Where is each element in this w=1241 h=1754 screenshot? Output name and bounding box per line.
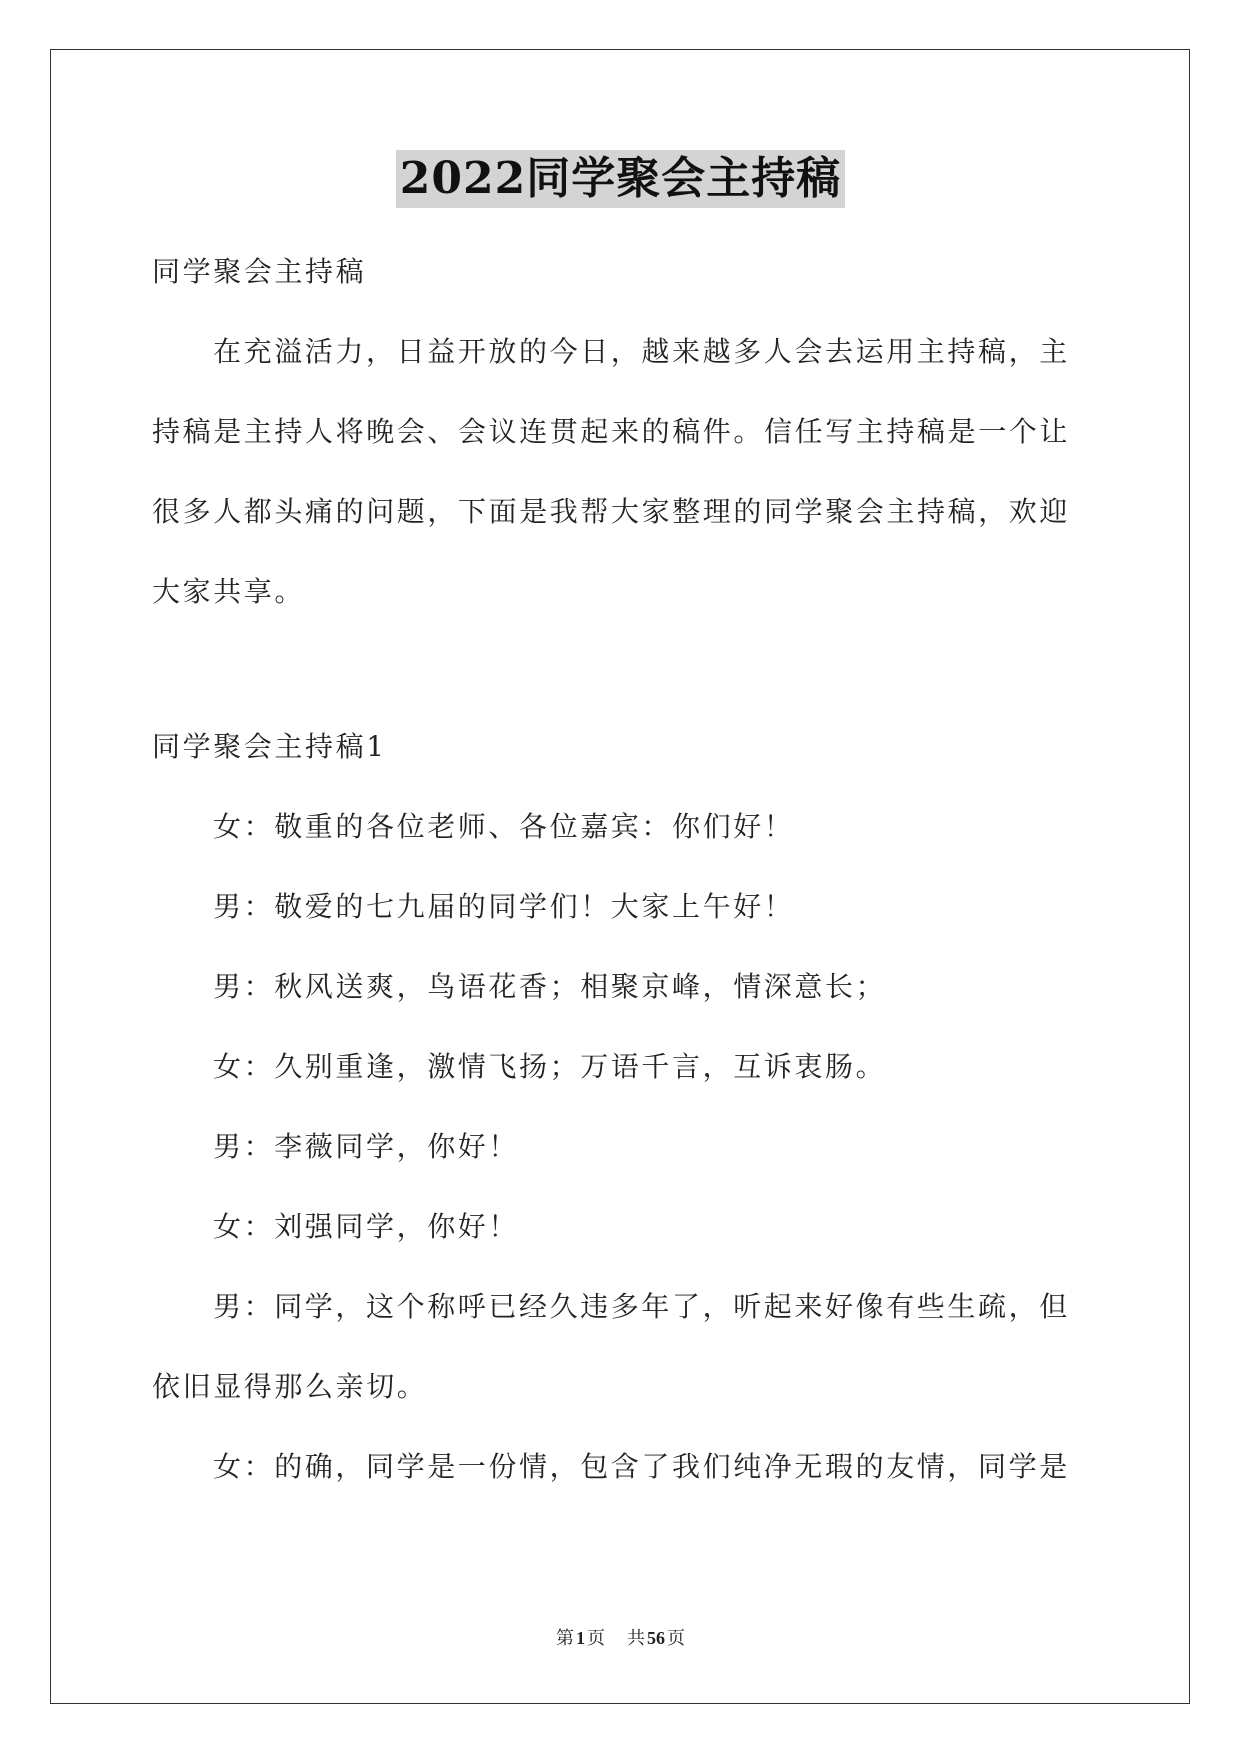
document-title-wrapper	[0, 150, 1241, 208]
section-heading: 同学聚会主持稿1	[152, 730, 387, 763]
dialogue-line: 女：刘强同学，你好！	[213, 1210, 520, 1243]
dialogue-line: 男：李薇同学，你好！	[213, 1130, 520, 1163]
page-prefix: 第	[556, 1628, 574, 1648]
dialogue-line: 男：同学，这个称呼已经久违多年了，听起来好像有些生疏，但依旧显得那么亲切。	[152, 1290, 1070, 1403]
dialogue-line: 女：敬重的各位老师、各位嘉宾：你们好！	[213, 810, 795, 843]
document-title: 2022同学聚会主持稿	[396, 150, 845, 208]
total-prefix: 共	[627, 1628, 645, 1648]
dialogue-line: 男：敬爱的七九届的同学们！大家上午好！	[213, 890, 795, 923]
intro-paragraph: 在充溢活力，日益开放的今日，越来越多人会去运用主持稿，主持稿是主持人将晚会、会议连贯起来的稿件。信任写主持稿是一个让很多人都头痛的问题，下面是我帮大家整理的同学聚会主持稿，欢迎大家共享。	[152, 335, 1071, 608]
dialogue-line: 男：秋风送爽，鸟语花香；相聚京峰，情深意长；	[213, 970, 887, 1003]
page-number: 1	[576, 1628, 585, 1648]
total-suffix: 页	[667, 1628, 685, 1648]
page-footer	[0, 1624, 1241, 1650]
section-spacer	[152, 632, 1092, 707]
total-pages: 56	[647, 1628, 665, 1648]
page-suffix: 页	[587, 1628, 605, 1648]
dialogue-line: 女：久别重逢，激情飞扬；万语千言，互诉衷肠。	[213, 1050, 887, 1083]
document-body	[152, 232, 1092, 1507]
intro-heading: 同学聚会主持稿	[152, 255, 367, 288]
dialogue-line: 女：的确，同学是一份情，包含了我们纯净无瑕的友情，同学是	[213, 1450, 1070, 1483]
